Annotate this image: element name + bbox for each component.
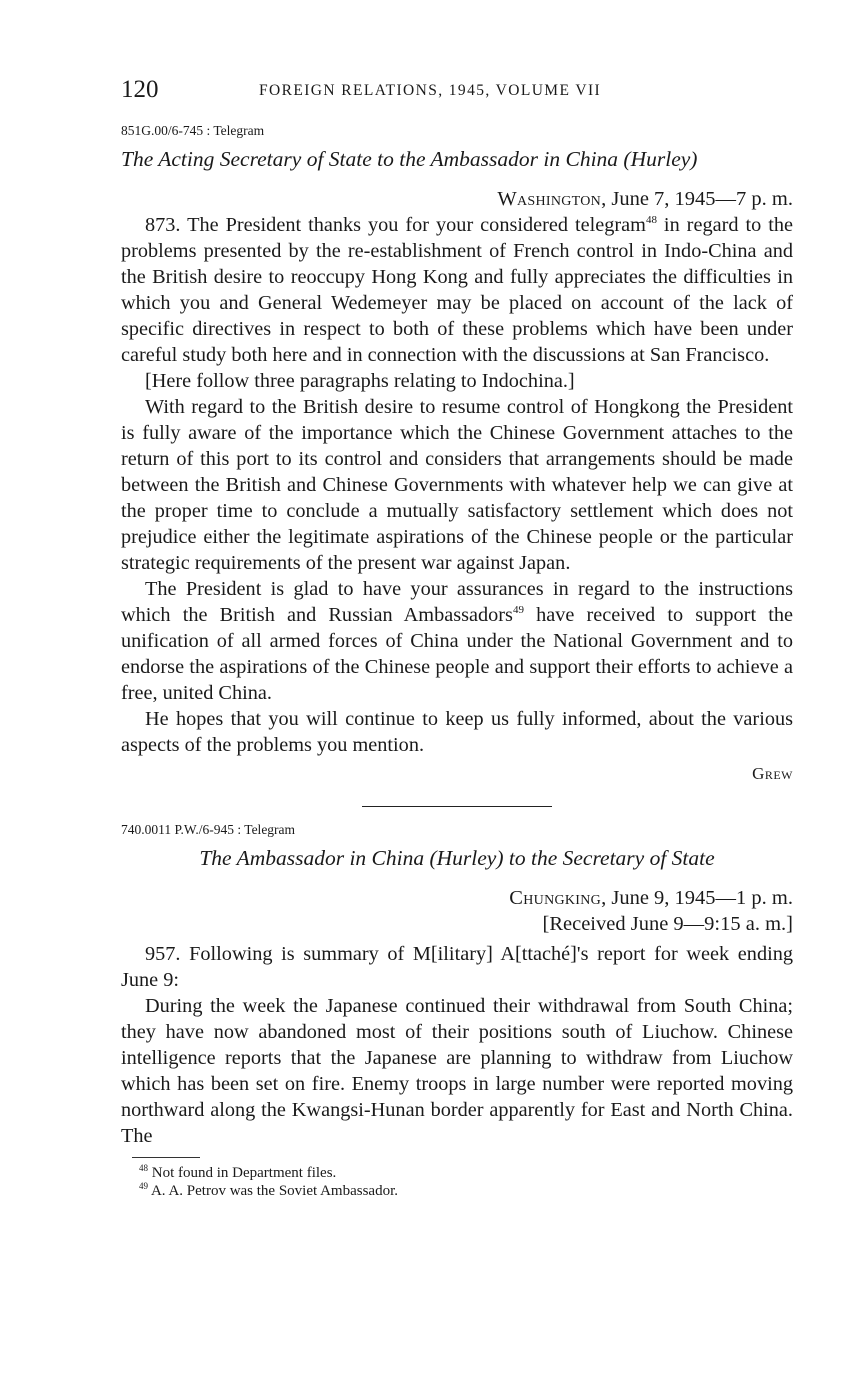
footnote-text: A. A. Petrov was the Soviet Ambassador. — [150, 1183, 399, 1199]
document-page — [121, 76, 793, 1200]
paragraph: With regard to the British desire to resume control of Hongkong the President is fully aware of the importance which the Chinese Government attaches to the return of this port to its control and considers that arrangements should be made between the British and Chinese Governments with whatever help we can give at the proper time to conclude a mutually satisfactory settlement which does not prejudice either the legitimate aspirations of the Chinese people or the particular strategic requirements of the present war against Japan. — [121, 396, 793, 574]
document-title: The Acting Secretary of State to the Ambassador in China (Hurley) — [121, 147, 698, 171]
file-reference: 740.0011 P.W./6-945 : Telegram — [121, 822, 296, 837]
paragraph-text: 873. The President thanks you for your considered telegram — [145, 214, 646, 236]
paragraph-text: in regard to the problems presented by the re-establishment of French control in Indo-China and the British desire to reoccupy Hong Kong and fully appreciates the difficulties in which you and General Wedemeyer may be placed on account of the lack of specific directives in respect to both of these problems which have been under careful study both here and in connection with the discussions at San Francisco. — [121, 214, 793, 366]
footnote — [139, 1182, 793, 1200]
file-reference: 851G.00/6-745 : Telegram — [121, 123, 265, 138]
footnote-number: 49 — [139, 1181, 148, 1191]
footnote-number: 48 — [139, 1163, 148, 1173]
dateline-date: , June 7, 1945—7 p. m. — [601, 188, 793, 210]
dateline — [121, 885, 793, 911]
paragraph-text: have received to support the unification of all armed forces of China under the National Government and to endorse the aspirations of the Chinese people and support their efforts to achieve a free, united China. — [121, 604, 793, 704]
received-note: [Received June 9—9:15 a. m.] — [542, 913, 793, 935]
footnote — [139, 1164, 793, 1182]
paragraph — [121, 212, 793, 368]
paragraph — [121, 576, 793, 706]
page-header — [121, 76, 793, 106]
editorial-note: [Here follow three paragraphs relating to Indochina.] — [145, 370, 575, 392]
signature: Grew — [752, 764, 793, 783]
dateline-place: Chungking — [509, 887, 602, 909]
document-title: The Ambassador in China (Hurley) to the Secretary of State — [199, 846, 715, 870]
paragraph: He hopes that you will continue to keep us fully informed, about the various aspects of the problems you mention. — [121, 708, 793, 756]
footnotes — [121, 1164, 793, 1200]
paragraph: 957. Following is summary of M[ilitary] A[ttaché]'s report for week ending June 9: — [121, 943, 793, 991]
page-number: 120 — [121, 76, 159, 103]
dateline-date: , June 9, 1945—1 p. m. — [601, 887, 793, 909]
paragraph-text: The President is glad to have your assurances in regard to the instructions which the British and Russian Ambassadors — [121, 578, 793, 626]
footnote-ref[interactable]: 49 — [512, 604, 524, 617]
dateline-place: Washington — [497, 188, 602, 210]
footnote-rule — [132, 1157, 200, 1158]
section-divider — [362, 806, 552, 807]
footnote-ref[interactable]: 48 — [645, 214, 657, 227]
footnote-text: Not found in Department files. — [151, 1165, 337, 1181]
paragraph: During the week the Japanese continued their withdrawal from South China; they have now abandoned most of their positions south of Liuchow. Chinese intelligence reports that the Japanese are planning to withdraw from Liuchow which has been set on fire. Enemy troops in large number were reported moving northward along the Kwangsi-Hunan border apparently for East and North China. The — [121, 995, 793, 1147]
dateline — [121, 186, 793, 212]
running-head: FOREIGN RELATIONS, 1945, VOLUME VII — [259, 82, 602, 99]
